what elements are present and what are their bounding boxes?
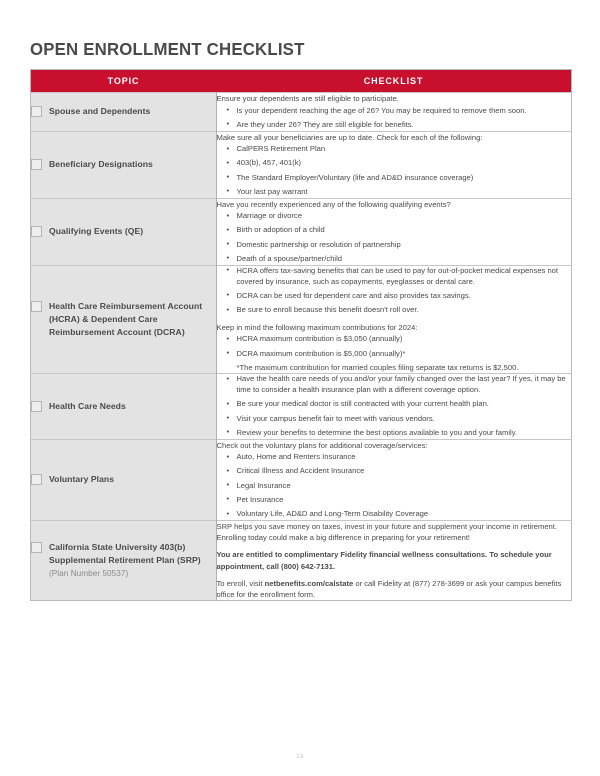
topic-cell-beneficiary-designations (31, 131, 217, 198)
table-row (31, 439, 572, 520)
checkbox-voluntary-plans[interactable] (31, 474, 42, 485)
lead-text: Make sure all your beneficiaries are up to date. Check for each of the following: (216, 132, 483, 142)
list-item: • Critical Illness and Accident Insurance (217, 466, 572, 477)
list-item: • Death of a spouse/partner/child (217, 254, 572, 265)
paragraph-enroll-instructions (217, 578, 572, 600)
list-item: • HCRA offers tax-saving benefits that can be used to pay for out-of-pocket medical expenses not covered by insurance, such as copayments, eyeglasses or dental care. (217, 266, 572, 288)
page-number-footer: 18 (295, 753, 305, 760)
table-body (31, 93, 572, 601)
footnote-text: *The maximum contribution for married couples filing separate tax returns is $2,500. (236, 363, 519, 373)
lead-text: Have you recently experienced any of the following qualifying events? (216, 199, 451, 209)
list-item: • HCRA maximum contribution is $3,050 (annually) (217, 334, 572, 345)
checkbox-qualifying-events[interactable] (31, 226, 42, 237)
table-row (31, 198, 572, 265)
list-item: • Voluntary Life, AD&D and Long-Term Disability Coverage (217, 509, 572, 520)
bullet-list (217, 266, 572, 316)
topic-label: California State University 403(b) Supplemental Retirement Plan (SRP) (49, 541, 201, 566)
topic-label: Beneficiary Designations (49, 159, 153, 170)
list-item: • Review your benefits to determine the best options available to you and your family. (217, 428, 572, 439)
enroll-text-post: or call Fidelity at (877) 278-3699 or ask your campus benefits office for the enrollment form. (216, 578, 562, 600)
table-row (31, 374, 572, 439)
list-item: • DCRA maximum contribution is $5,000 (annually)* (217, 349, 572, 360)
checklist-cell-csu-403b-srp (216, 521, 572, 601)
enroll-text-pre: To enroll, visit (216, 578, 265, 588)
topic-label: Voluntary Plans (49, 474, 115, 485)
table-row (31, 93, 572, 131)
table-row (31, 521, 572, 601)
lead-text: Ensure your dependents are still eligible to participate. (216, 94, 399, 104)
list-item: • DCRA can be used for dependent care and also provides tax savings. (217, 291, 572, 302)
open-enrollment-checklist-table (30, 69, 572, 601)
list-item: • Domestic partnership or resolution of partnership (217, 240, 572, 251)
checkbox-csu-403b-srp[interactable] (31, 542, 42, 553)
lead-text-contributions: Keep in mind the following maximum contributions for 2024: (216, 322, 418, 332)
checklist-cell-spouse-and-dependents (216, 93, 572, 131)
checklist-cell-health-care-needs (216, 374, 572, 439)
list-item: • Pet Insurance (217, 495, 572, 506)
topic-label: Health Care Needs (49, 400, 126, 411)
topic-cell-spouse-and-dependents (31, 93, 217, 131)
list-item: • Legal Insurance (217, 481, 572, 492)
list-item: • Be sure to enroll because this benefit doesn't roll over. (217, 305, 572, 316)
column-header-checklist: CHECKLIST (216, 70, 572, 93)
list-item: • Have the health care needs of you and/or your family changed over the last year? If yes, it may be time to consider a health insurance plan with a different coverage option. (217, 374, 572, 396)
topic-label: Spouse and Dependents (49, 106, 151, 117)
bullet-list (217, 211, 572, 265)
bullet-list (217, 144, 572, 198)
column-header-topic: TOPIC (31, 70, 217, 93)
lead-text: Check out the voluntary plans for additional coverage/services: (216, 440, 428, 450)
checkbox-spouse-and-dependents[interactable] (31, 106, 42, 117)
topic-sublabel-plan-number: (Plan Number 50537) (49, 569, 129, 579)
list-item: • Marriage or divorce (217, 211, 572, 222)
table-row (31, 131, 572, 198)
bullet-list (217, 374, 572, 438)
checklist-cell-hcra-dcra (216, 265, 572, 374)
list-item: • Visit your campus benefit fair to meet with various vendors. (217, 414, 572, 425)
topic-cell-health-care-needs (31, 374, 217, 439)
bullet-list (217, 106, 572, 131)
checkbox-beneficiary-designations[interactable] (31, 159, 42, 170)
paragraph-fidelity-consultation: You are entitled to complimentary Fidelity financial wellness consultations. To schedule your appointment, call (800) 642-7131. (216, 550, 552, 571)
checkbox-health-care-needs[interactable] (31, 401, 42, 412)
list-item: • Auto, Home and Renters Insurance (217, 452, 572, 463)
topic-label: Qualifying Events (QE) (49, 226, 144, 237)
table-header (31, 70, 572, 93)
topic-cell-csu-403b-srp (31, 521, 217, 601)
checklist-cell-beneficiary-designations (216, 131, 572, 198)
list-item: • Be sure your medical doctor is still contracted with your current health plan. (217, 399, 572, 410)
paragraph-srp-intro: SRP helps you save money on taxes, invest in your future and supplement your income in retirement. Enrolling today could make a big difference in preparing for your retirement! (216, 522, 557, 543)
netbenefits-link[interactable]: netbenefits.com/calstate (264, 578, 354, 588)
list-item: • The Standard Employer/Voluntary (life and AD&D insurance coverage) (217, 173, 572, 184)
list-item: • Your last pay warrant (217, 187, 572, 198)
topic-cell-hcra-dcra (31, 265, 217, 374)
list-item: • CalPERS Retirement Plan (217, 144, 572, 155)
topic-label-wrapper (49, 541, 216, 581)
table-header-row (31, 70, 572, 93)
list-item: • Is your dependent reaching the age of 26? You may be required to remove them soon. (217, 106, 572, 117)
checkbox-hcra-dcra[interactable] (31, 301, 42, 312)
topic-cell-voluntary-plans (31, 439, 217, 520)
topic-label: Health Care Reimbursement Account (HCRA) & Dependent Care Reimbursement Account (DCRA) (49, 300, 203, 338)
page-title: OPEN ENROLLMENT CHECKLIST (30, 39, 305, 59)
bullet-list (217, 452, 572, 520)
checklist-cell-qualifying-events (216, 198, 572, 265)
bullet-list-contributions (217, 334, 572, 359)
table-row (31, 265, 572, 374)
list-item: • Birth or adoption of a child (217, 225, 572, 236)
list-item: • 403(b), 457, 401(k) (217, 158, 572, 169)
topic-cell-qualifying-events (31, 198, 217, 265)
list-item: • Are they under 26? They are still eligible for benefits. (217, 120, 572, 131)
checklist-cell-voluntary-plans (216, 439, 572, 520)
